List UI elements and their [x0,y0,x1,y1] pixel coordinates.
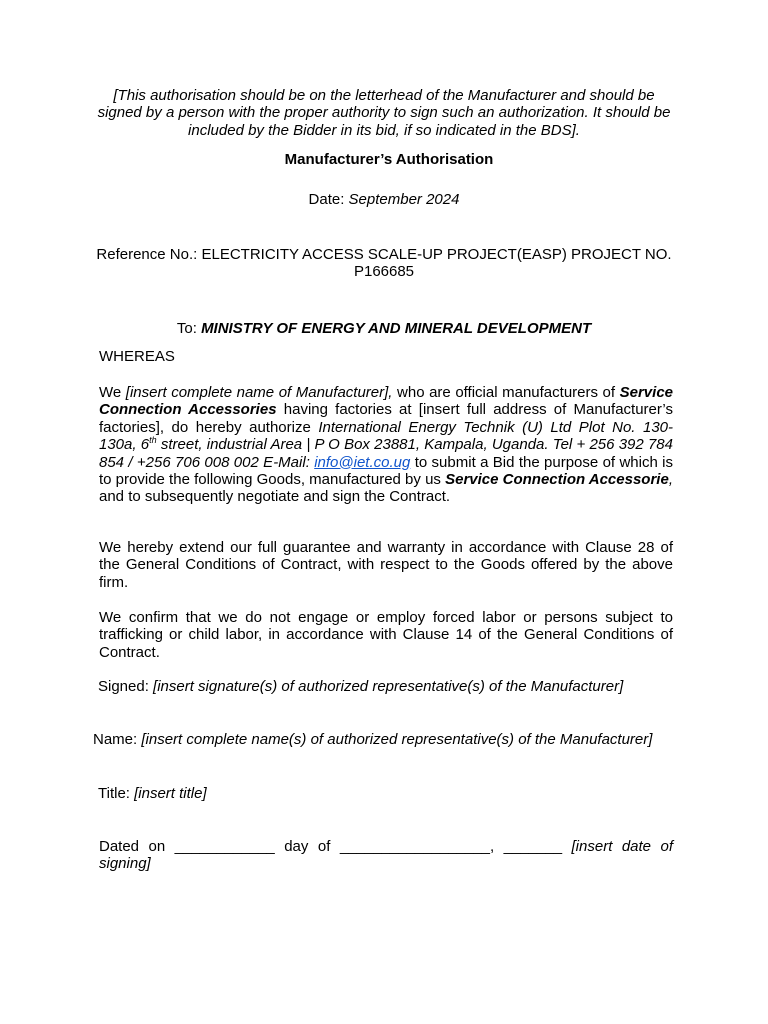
document-heading: Manufacturer’s Authorisation [284,151,494,168]
ordinal-suffix: th [149,435,157,446]
labor-paragraph: We confirm that we do not engage or employ forced labor or persons subject to trafficking or child labor, in accordance with Clause 14 of the General Conditions of Contract. [99,609,673,661]
name-line [93,731,693,748]
title-line [98,785,678,802]
dated-line [99,838,673,873]
signed-placeholder: [insert signature(s) of authorized representative(s) of the Manufacturer] [153,678,624,695]
email-link[interactable]: info@iet.co.ug [314,453,411,471]
date-line [92,191,676,208]
para1-text: and to subsequently negotiate and sign the Contract. [99,488,451,506]
date-label: Date: [308,191,349,208]
goods-name: Service Connection Accessories [99,384,674,419]
para1-text: who are official manufacturers of [392,384,620,401]
dated-text: Dated on ____________ day of __________________, _______ [99,838,572,855]
addressee-value: MINISTRY OF ENERGY AND MINERAL DEVELOPMENT [201,320,592,337]
para1-comma: , [668,471,673,489]
title-placeholder: [insert title] [134,785,207,802]
instruction-note: [This authorisation should be on the letterhead of the Manufacturer and should be signed by a person with the proper authority to sign such an authorization. It should be included by the Bidder in its bid, if so indicated in the BDS]. [97,87,671,139]
authorization-paragraph [99,384,673,506]
date-value: September 2024 [348,191,460,208]
title-label: Title: [98,785,135,802]
dated-placeholder: [insert date of signing] [99,838,673,873]
reference-value: ELECTRICITY ACCESS SCALE-UP PROJECT(EASP) PROJECT NO. P166685 [201,246,672,281]
name-label: Name: [93,731,142,748]
whereas-label: WHEREAS [99,348,175,365]
para1-text: having factories at [insert full address of Manufacturer’s factories], do hereby authorize [99,401,673,436]
manufacturer-name-placeholder: [insert complete name of Manufacturer], [125,384,393,401]
agent-name-address: International Energy Technik (U) Ltd Plot No. 130-130a, 6 [99,418,674,454]
addressee-line [92,320,676,337]
para1-text: to submit a Bid the purpose of which is to provide the following Goods, manufactured by us [99,453,673,489]
goods-name-repeat: Service Connection Accessorie [445,471,669,489]
warranty-paragraph: We hereby extend our full guarantee and warranty in accordance with Clause 28 of the General Conditions of Contract, with respect to the Goods offered by the above firm. [99,539,673,591]
signed-label: Signed: [98,678,154,695]
signed-line [98,678,678,695]
addressee-label: To: [176,320,202,337]
reference-line [95,246,673,281]
para1-text: We [99,384,126,401]
name-placeholder: [insert complete name(s) of authorized representative(s) of the Manufacturer] [141,731,653,748]
agent-address-contact: street, industrial Area | P O Box 23881, Kampala, Uganda. Tel + 256 392 784 854 / +256 706 008 002 E-Mail: [99,436,673,471]
reference-label: Reference No.: [96,246,202,263]
